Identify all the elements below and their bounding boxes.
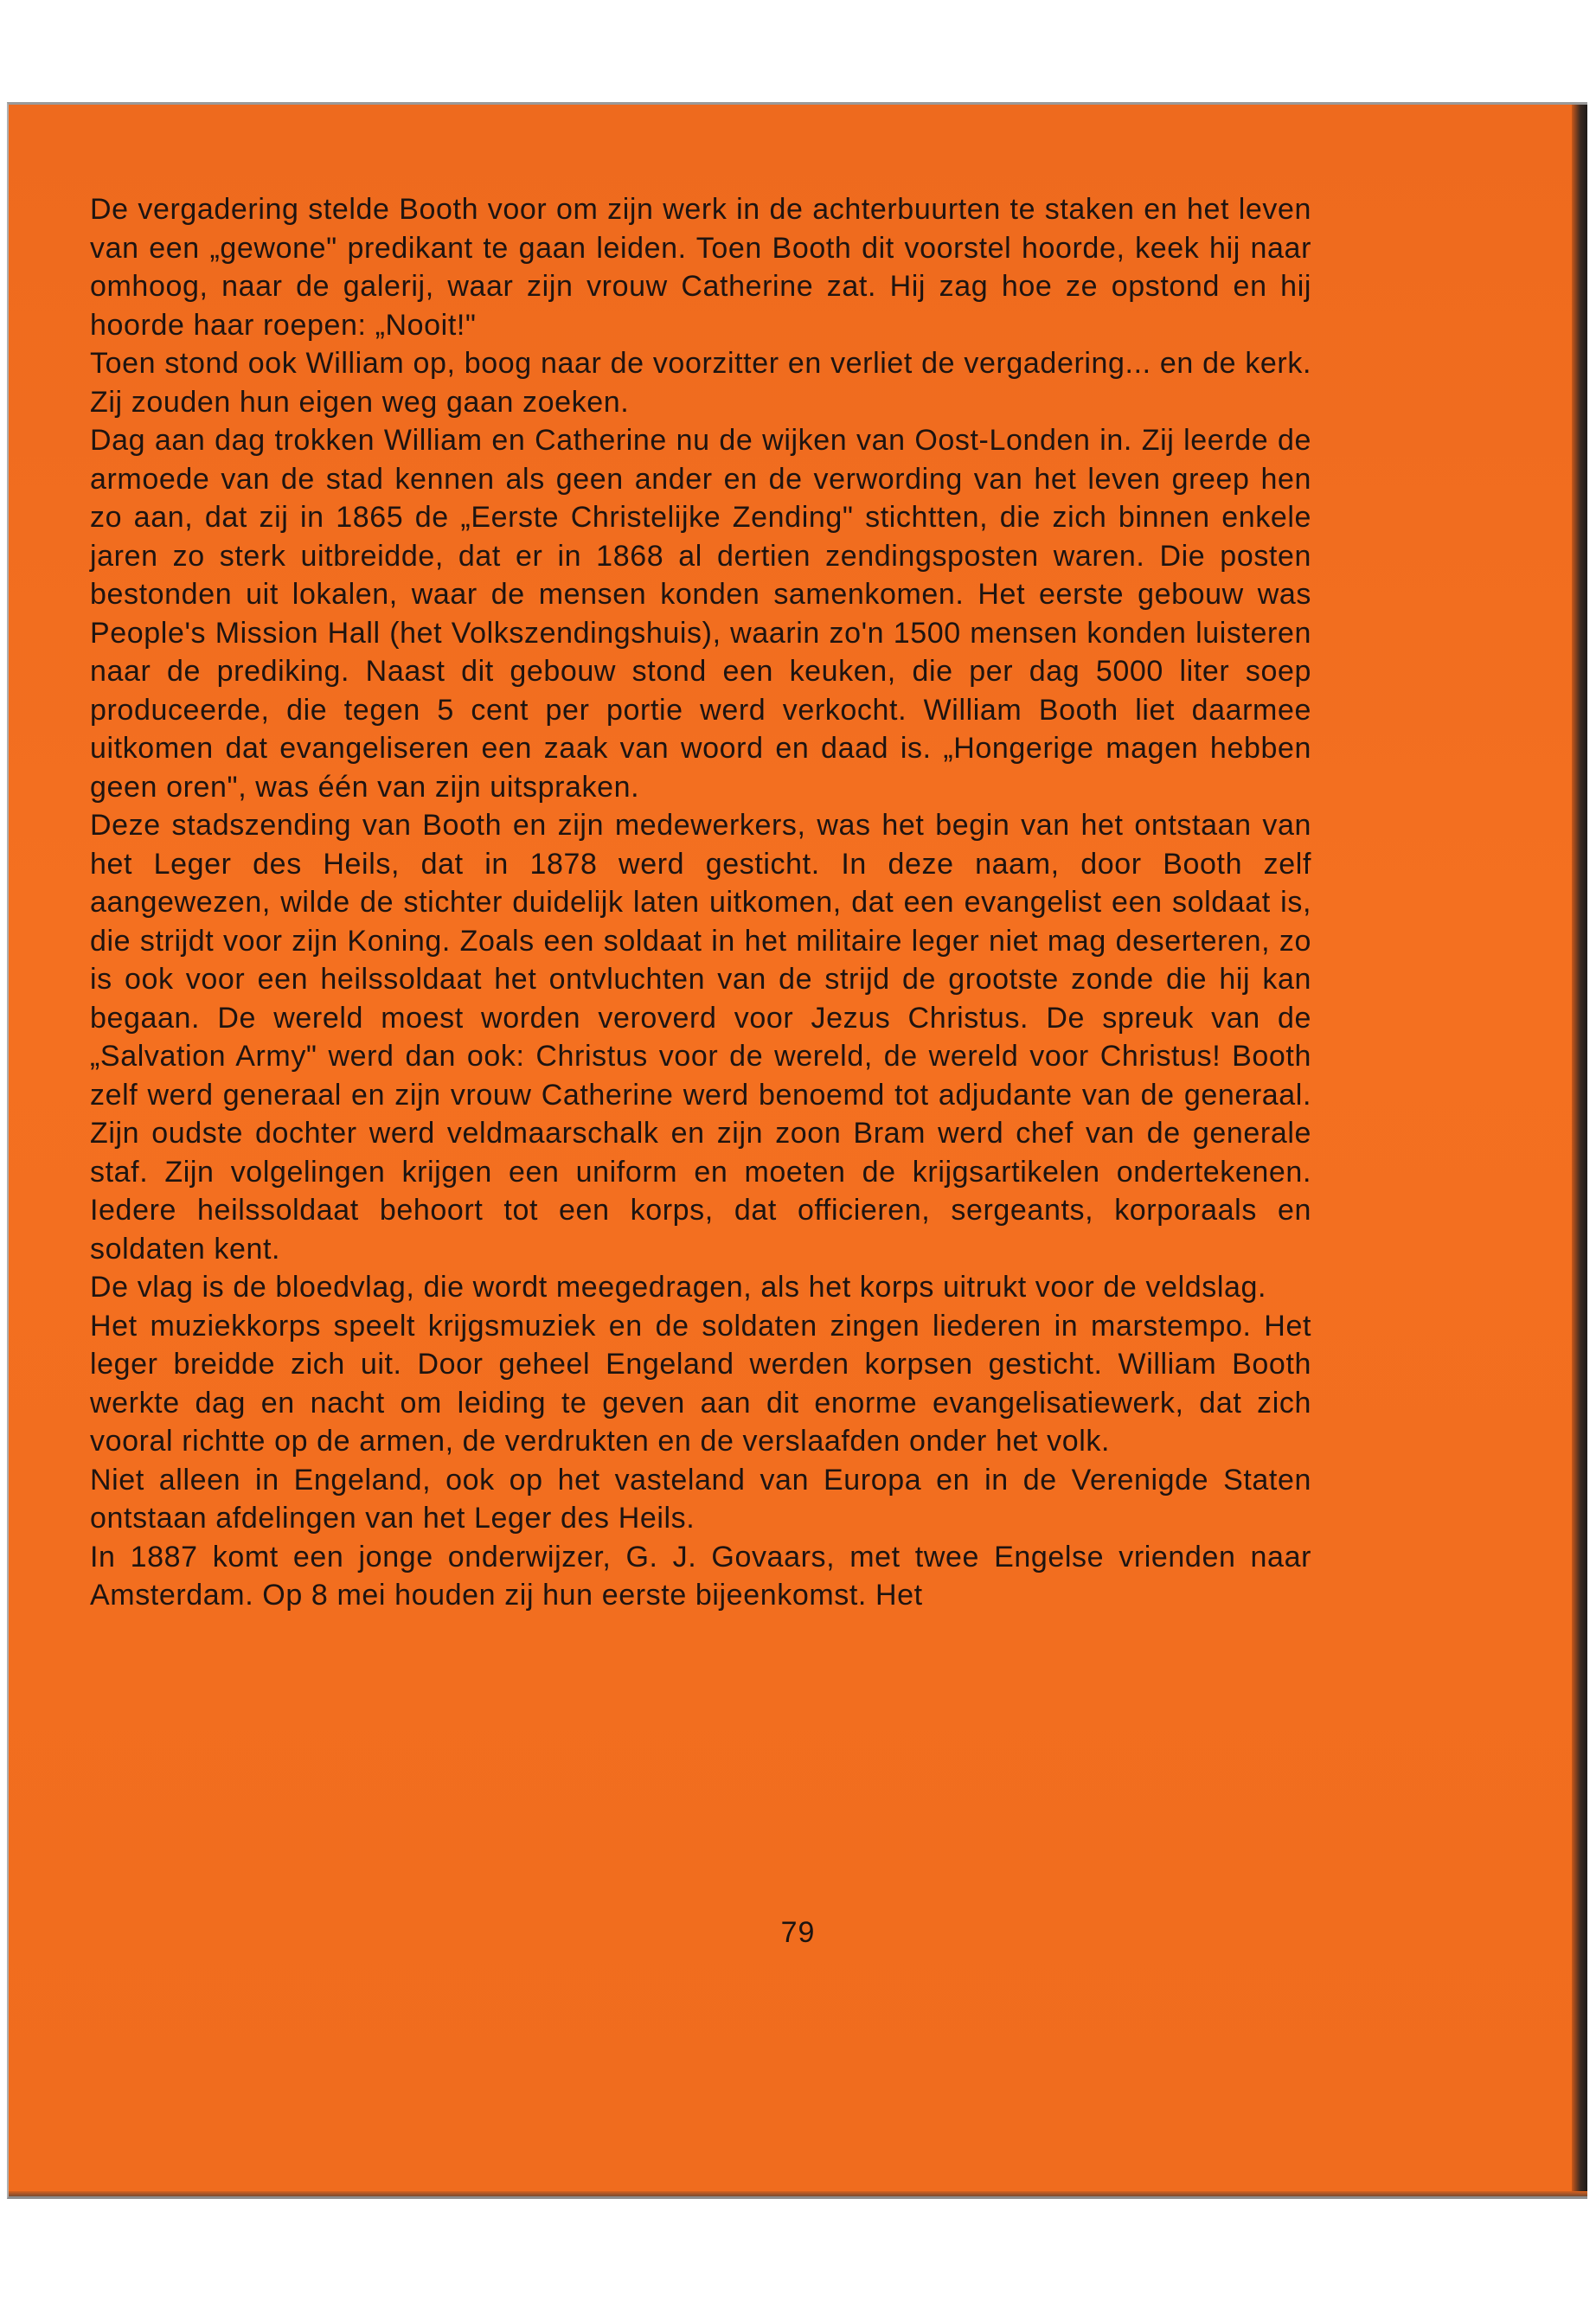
- paragraph: De vlag is de bloedvlag, die wordt meegedragen, als het korps uitrukt voor de veldslag.: [90, 1271, 1267, 1304]
- paragraph: Het muziekkorps speelt krijgsmuziek en de soldaten zingen liederen in marstempo. Het leger breidde zich uit. Door geheel Engeland werden korpsen gesticht. William Booth werkte dag en nacht om leiding te geven aan dit enorme evangelisatiewerk, dat zich vooral richtte op de armen, de verdrukten en de verslaafden onder het volk.: [90, 1309, 1311, 1458]
- paragraph: De vergadering stelde Booth voor om zijn werk in de achterbuurten te staken en het leven van een „gewone" predikant te gaan leiden. Toen Booth dit voorstel hoorde, keek hij naar omhoog, naar de galerij, waar zijn vrouw Catherine zat. Hij zag hoe ze opstond en hij hoorde haar roepen: „Nooit!": [90, 193, 1311, 342]
- paragraph: Dag aan dag trokken William en Catherine nu de wijken van Oost-Londen in. Zij leerde de armoede van de stad kennen als geen ander en de verwording van het leven greep hen zo aan, dat zij in 1865 de „Eerste Christelijke Zending" stichtten, die zich binnen enkele jaren zo sterk uitbreidde, dat er in 1868 al dertien zendingsposten waren. Die posten bestonden uit lokalen, waar de mensen konden samenkomen. Het eerste gebouw was People's Mission Hall (het Volkszendingshuis), waarin zo'n 1500 mensen konden luisteren naar de prediking. Naast dit gebouw stond een keuken, die per dag 5000 liter soep produceerde, die tegen 5 cent per portie werd verkocht. William Booth liet daarmee uitkomen dat evangeliseren een zaak van woord en daad is. „Hongerige magen hebben geen oren", was één van zijn uitspraken.: [90, 424, 1311, 804]
- page-number: 79: [780, 1916, 816, 1949]
- paragraph: Deze stadszending van Booth en zijn medewerkers, was het begin van het ontstaan van het Leger des Heils, dat in 1878 werd gesticht. In deze naam, door Booth zelf aangewezen, wilde de stichter duidelijk laten uitkomen, dat een evangelist een soldaat is, die strijdt voor zijn Koning. Zoals een soldaat in het militaire leger niet mag deserteren, zo is ook voor een heilssoldaat het ontvluchten van de strijd de grootste zonde die hij kan begaan. De wereld moest worden veroverd voor Jezus Christus. De spreuk van de „Salvation Army" werd dan ook: Christus voor de wereld, de wereld voor Christus! Booth zelf werd generaal en zijn vrouw Catherine werd benoemd tot adjudante van de generaal. Zijn oudste dochter werd veldmaarschalk en zijn zoon Bram werd chef van de generale staf. Zijn volgelingen krijgen een uniform en moeten de krijgsartikelen ondertekenen. Iedere heilssoldaat behoort tot een korps, dat officieren, sergeants, korporaals en soldaten kent.: [90, 809, 1311, 1266]
- paragraph: In 1887 komt een jonge onderwijzer, G. J. Govaars, met twee Engelse vrienden naar Amsterdam. Op 8 mei houden zij hun eerste bijeenkomst. Het: [90, 1540, 1311, 1612]
- body-text: [90, 190, 1311, 1615]
- page-edge-shadow: [1572, 105, 1587, 2196]
- paragraph: Toen stond ook William op, boog naar de voorzitter en verliet de vergadering... en de kerk. Zij zouden hun eigen weg gaan zoeken.: [90, 347, 1311, 419]
- paragraph: Niet alleen in Engeland, ook op het vasteland van Europa en in de Verenigde Staten ontstaan afdelingen van het Leger des Heils.: [90, 1463, 1311, 1535]
- page-bottom-edge: [9, 2191, 1587, 2196]
